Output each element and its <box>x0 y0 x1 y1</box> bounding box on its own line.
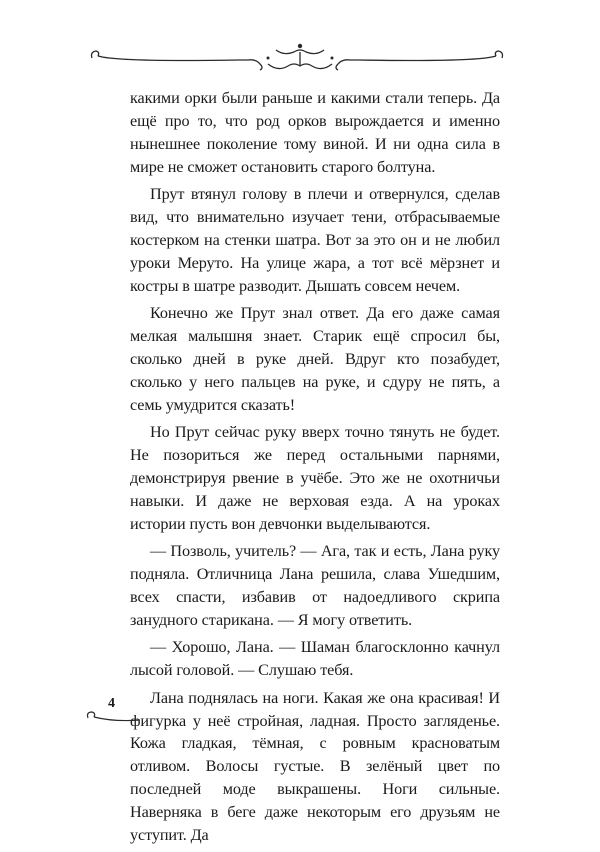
paragraph: — Хорошо, Лана. — Шаман благосклонно качнул лысой головой. — Слушаю тебя. <box>130 638 500 680</box>
paragraph: Конечно же Прут знал ответ. Да его даже самая мелкая малышня знает. Старик ещё спросил бы, сколько дней в руке дней. Вдруг кто позабудет, сколько у него пальцев на руке, и сдуру не пять, а семь умудрится сказать! <box>130 304 500 414</box>
paragraph: Лана поднялась на ноги. Какая же она красивая! И фигурка у неё стройная, ладная. Просто загляденье. Кожа гладкая, тёмная, с ровным красноватым отливом. Волосы густые. В зелёный цвет по последней моде выкрашены. Ноги сильные. Наверняка в беге даже некоторым его друзьям не уступит. Да <box>130 688 500 845</box>
header-ornament <box>88 28 512 84</box>
body-text <box>130 87 500 852</box>
paragraph: Но Прут сейчас руку вверх точно тянуть не будет. Не позориться же перед остальными парнями, демонстрируя рвение в учёбе. Это же не охотничьи навыки. И даже не верховая езда. А на уроках истории пусть вон девчонки выделываются. <box>130 423 500 533</box>
paragraph: — Позволь, учитель? — Ага, так и есть, Лана руку подняла. Отличница Лана решила, слава Ушедшим, всех спасти, избавив от надоедливого скрипа занудного старикана. — Я могу ответить. <box>130 542 500 629</box>
page-number: 4 <box>108 696 115 711</box>
paragraph: Прут втянул голову в плечи и отвернулся, сделав вид, что внимательно изучает тени, отбрасываемые костерком на стенки шатра. Вот за это он и не любил уроки Меруто. На улице жара, а тот всё мёрзнет и костры в шатре разводит. Дышать совсем нечем. <box>130 185 500 295</box>
paragraph: какими орки были раньше и какими стали теперь. Да ещё про то, что род орков вырождается и именно нынешнее поколение тому виной. И ни одна сила в мире не сможет остановить старого болтуна. <box>130 89 500 176</box>
